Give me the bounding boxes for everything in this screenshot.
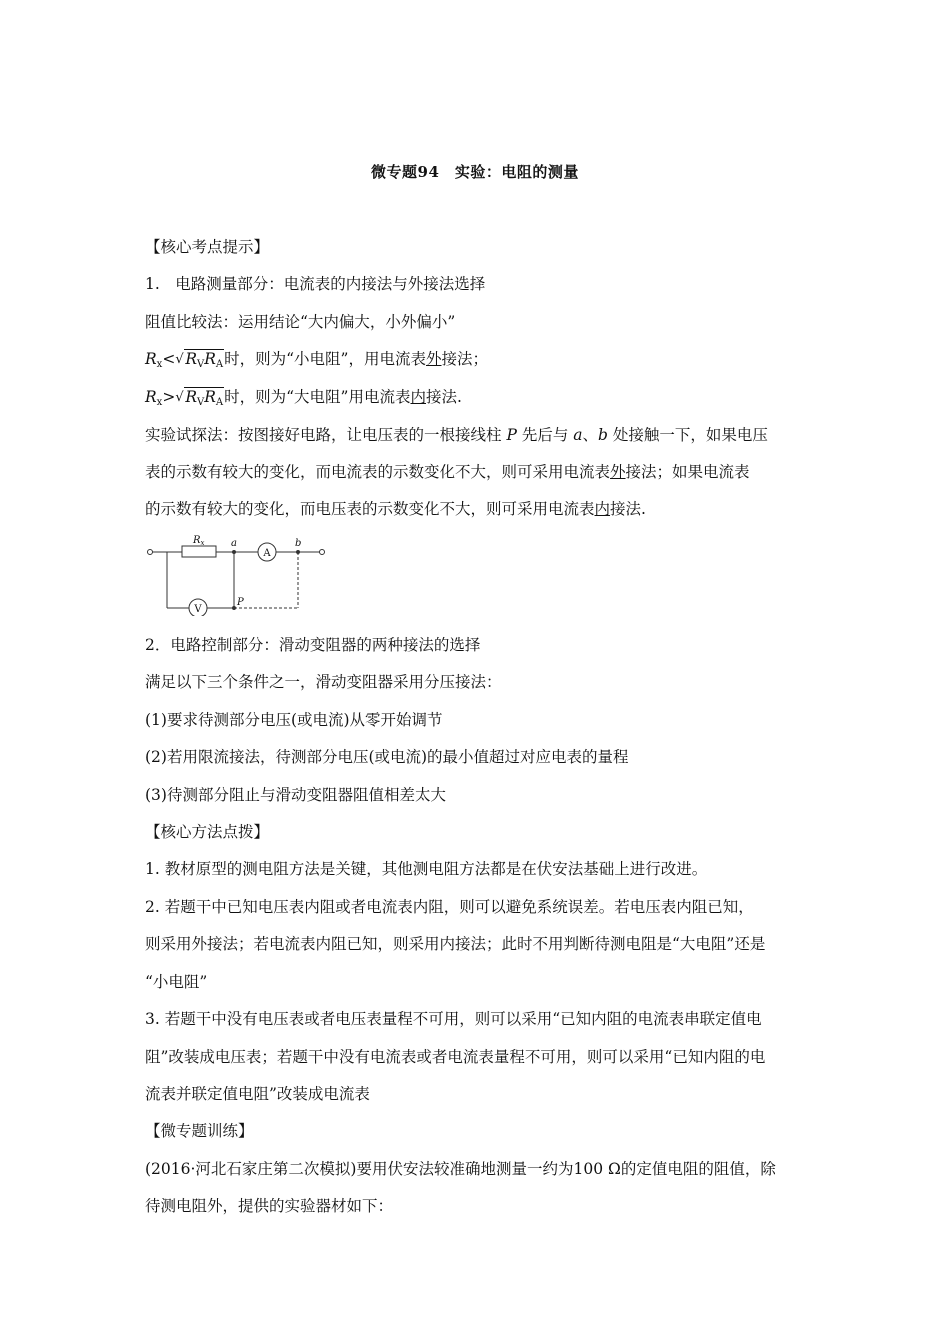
method-2-line-2: 则采用外接法；若电流表内阻已知，则采用内接法；此时不用判断待测电阻是“大电阻”还是 [145, 935, 766, 953]
paragraph-4: 表的示数有较大的变化，而电流表的示数变化不大，则可采用电流表外接法；如果电流表 [145, 463, 750, 481]
condition-1: (1)要求待测部分电压(或电流)从零开始调节 [145, 711, 443, 729]
condition-large-resistance: $R_x>$ √ $R_VR_A$时，则为“大电阻”用电流表内接法. [145, 386, 815, 414]
condition-3: (3)待测部分阻止与滑动变阻器阻值相差太大 [145, 786, 446, 804]
paragraph-2: 阻值比较法：运用结论“大内偏大，小外偏小” [145, 313, 456, 331]
ammeter-label: A [263, 548, 271, 559]
right-terminal [320, 550, 325, 555]
probe-p-dot [232, 606, 236, 610]
method-3-line-2: 阻”改装成电压表；若题干中没有电流表或者电流表量程不可用，则可以采用“已知内阻的电 [145, 1048, 766, 1066]
node-b-dot [296, 550, 300, 554]
node-a-dot [232, 550, 236, 554]
method-3-line-1: 3. 若题干中没有电压表或者电压表量程不可用，则可以采用“已知内阻的电流表串联定值电 [145, 1010, 762, 1028]
condition-small-resistance: $R_x<$ √ $R_VR_A$时，则为“小电阻”，用电流表外接法； [145, 348, 815, 376]
paragraph-1: 1. 电路测量部分：电流表的内接法与外接法选择 [145, 275, 486, 293]
training-line-1: (2016·河北石家庄第二次模拟)要用伏安法较准确地测量一约为100 Ω的定值电阻的阻值，除 [145, 1160, 776, 1178]
page-title: 微专题94 实验：电阻的测量 [371, 163, 579, 181]
condition-2: (2)若用限流接法，待测部分电压(或电流)的最小值超过对应电表的量程 [145, 748, 629, 766]
paragraph-7: 满足以下三个条件之一，滑动变阻器采用分压接法： [145, 673, 502, 691]
node-a-label: a [231, 538, 237, 549]
section-header-methods: 【核心方法点拨】 [145, 823, 270, 841]
paragraph-5: 的示数有较大的变化，而电压表的示数变化不大，则可采用电流表内接法. [145, 500, 646, 518]
symbol-sub: x [156, 397, 163, 408]
probe-p-label: P [237, 597, 244, 608]
symbol-r: R [145, 350, 157, 368]
radical-icon: √ [175, 390, 184, 405]
sqrt-expression: √ $R_VR_A$ [175, 350, 224, 370]
symbol-op: < [162, 350, 176, 368]
voltmeter-label: V [194, 604, 202, 615]
method-3-line-3: 流表并联定值电阻”改装成电流表 [145, 1085, 370, 1103]
rx-label: $R_x$ [193, 535, 205, 547]
paragraph-6: 2．电路控制部分：滑动变阻器的两种接法的选择 [145, 636, 481, 654]
section-header-core-points: 【核心考点提示】 [145, 238, 270, 256]
left-terminal [148, 550, 153, 555]
symbol-op: > [162, 388, 176, 406]
paragraph-3: 实验试探法：按图接好电路，让电压表的一根接线柱 P 先后与 a、b 处接触一下，如果电压 [145, 426, 768, 444]
underlined-word: 外 [425, 350, 442, 368]
node-b-label: b [295, 538, 302, 549]
training-line-2: 待测电阻外，提供的实验器材如下： [145, 1197, 394, 1215]
method-2-line-3: “小电阻” [145, 973, 208, 991]
sqrt-expression: √ $R_VR_A$ [175, 388, 224, 408]
resistor-rx [182, 546, 216, 557]
underlined-word: 内 [410, 388, 426, 406]
method-1: 1. 教材原型的测电阻方法是关键，其他测电阻方法都是在伏安法基础上进行改进。 [145, 860, 708, 878]
symbol-r: R [145, 388, 157, 406]
section-header-training: 【微专题训练】 [145, 1122, 254, 1140]
radical-icon: √ [175, 352, 184, 367]
method-2-line-1: 2. 若题干中已知电压表内阻或者电流表内阻，则可以避免系统误差。若电压表内阻已知， [145, 898, 754, 916]
symbol-sub: x [156, 359, 163, 370]
circuit-diagram [140, 530, 340, 616]
